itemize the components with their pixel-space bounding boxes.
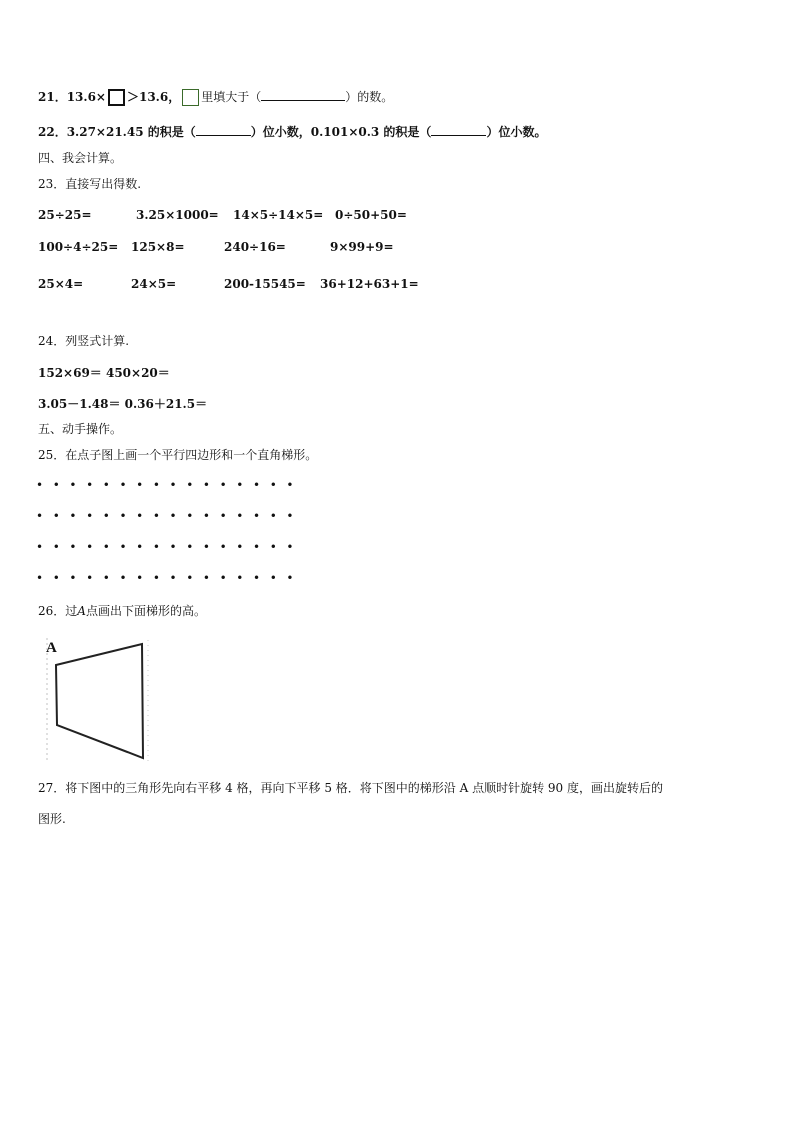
question-26-title [38, 603, 206, 619]
calc-item: 100÷4÷25= [38, 240, 119, 254]
section-4-heading: 四、我会计算。 [38, 151, 123, 165]
dot-grid-row: • • • • • • • • • • • • • • • • [36, 540, 297, 554]
question-25-title: 25．在点子图上画一个平行四边形和一个直角梯形。 [38, 448, 318, 462]
dot-grid-row: • • • • • • • • • • • • • • • • [36, 509, 297, 523]
calc-item: 240÷16= [224, 240, 286, 254]
point-a-label: A [46, 640, 57, 656]
vertical-calc-line-2: 3.05－1.48＝ 0.36＋21.5＝ [38, 397, 208, 411]
question-22 [38, 124, 546, 140]
question-21-text-a: 13.6× [66, 90, 106, 104]
answer-blank-22b[interactable] [431, 124, 486, 136]
calc-item: 9×99+9= [330, 240, 394, 254]
answer-box-green[interactable] [182, 89, 199, 106]
point-a-variable: A [77, 604, 86, 618]
question-21 [38, 89, 393, 106]
calc-item: 14×5÷14×5= [233, 208, 324, 222]
vertical-calc-line-1: 152×69＝ 450×20＝ [38, 366, 170, 380]
answer-box-filled[interactable] [108, 89, 125, 106]
calc-item: 36+12+63+1= [320, 277, 419, 291]
calc-item: 25×4= [38, 277, 84, 291]
question-22-number: 22． [38, 125, 67, 139]
answer-blank-22a[interactable] [196, 124, 251, 136]
section-5-heading: 五、动手操作。 [38, 422, 123, 436]
question-22-text-c: ）位小数。 [486, 125, 547, 139]
question-22-text-a: 3.27×21.45 的积是（ [66, 125, 196, 139]
calc-item: 125×8= [131, 240, 185, 254]
question-22-text-b: ）位小数，0.101×0.3 的积是（ [250, 125, 432, 139]
question-21-number: 21． [38, 90, 67, 104]
question-23-title: 23．直接写出得数. [38, 177, 142, 191]
calc-item: 3.25×1000= [136, 208, 219, 222]
trapezoid-shape [56, 644, 143, 758]
calc-item: 200-15545= [224, 277, 306, 291]
question-27-line-2: 图形. [38, 812, 66, 826]
question-26-title-a: 26．过 [38, 604, 78, 618]
question-27-line-1: 27．将下图中的三角形先向右平移 4 格，再向下平移 5 格．将下图中的梯形沿 A 点顺时针旋转 90 度，画出旋转后的 [38, 781, 663, 795]
calc-item: 25÷25= [38, 208, 92, 222]
dot-grid-row: • • • • • • • • • • • • • • • • [36, 571, 297, 585]
dot-grid-row: • • • • • • • • • • • • • • • • [36, 478, 297, 492]
question-21-text-c: 里填大于（ [201, 90, 262, 104]
answer-blank-21[interactable] [261, 89, 345, 101]
question-24-title: 24．列竖式计算. [38, 334, 130, 348]
question-26-title-b: 点画出下面梯形的高。 [85, 604, 206, 618]
trapezoid-figure [38, 636, 158, 766]
question-21-text-d: ）的数。 [345, 90, 394, 104]
question-21-text-b: ＞13.6， [126, 90, 181, 104]
calc-item: 24×5= [131, 277, 177, 291]
calc-item: 0÷50+50= [335, 208, 407, 222]
